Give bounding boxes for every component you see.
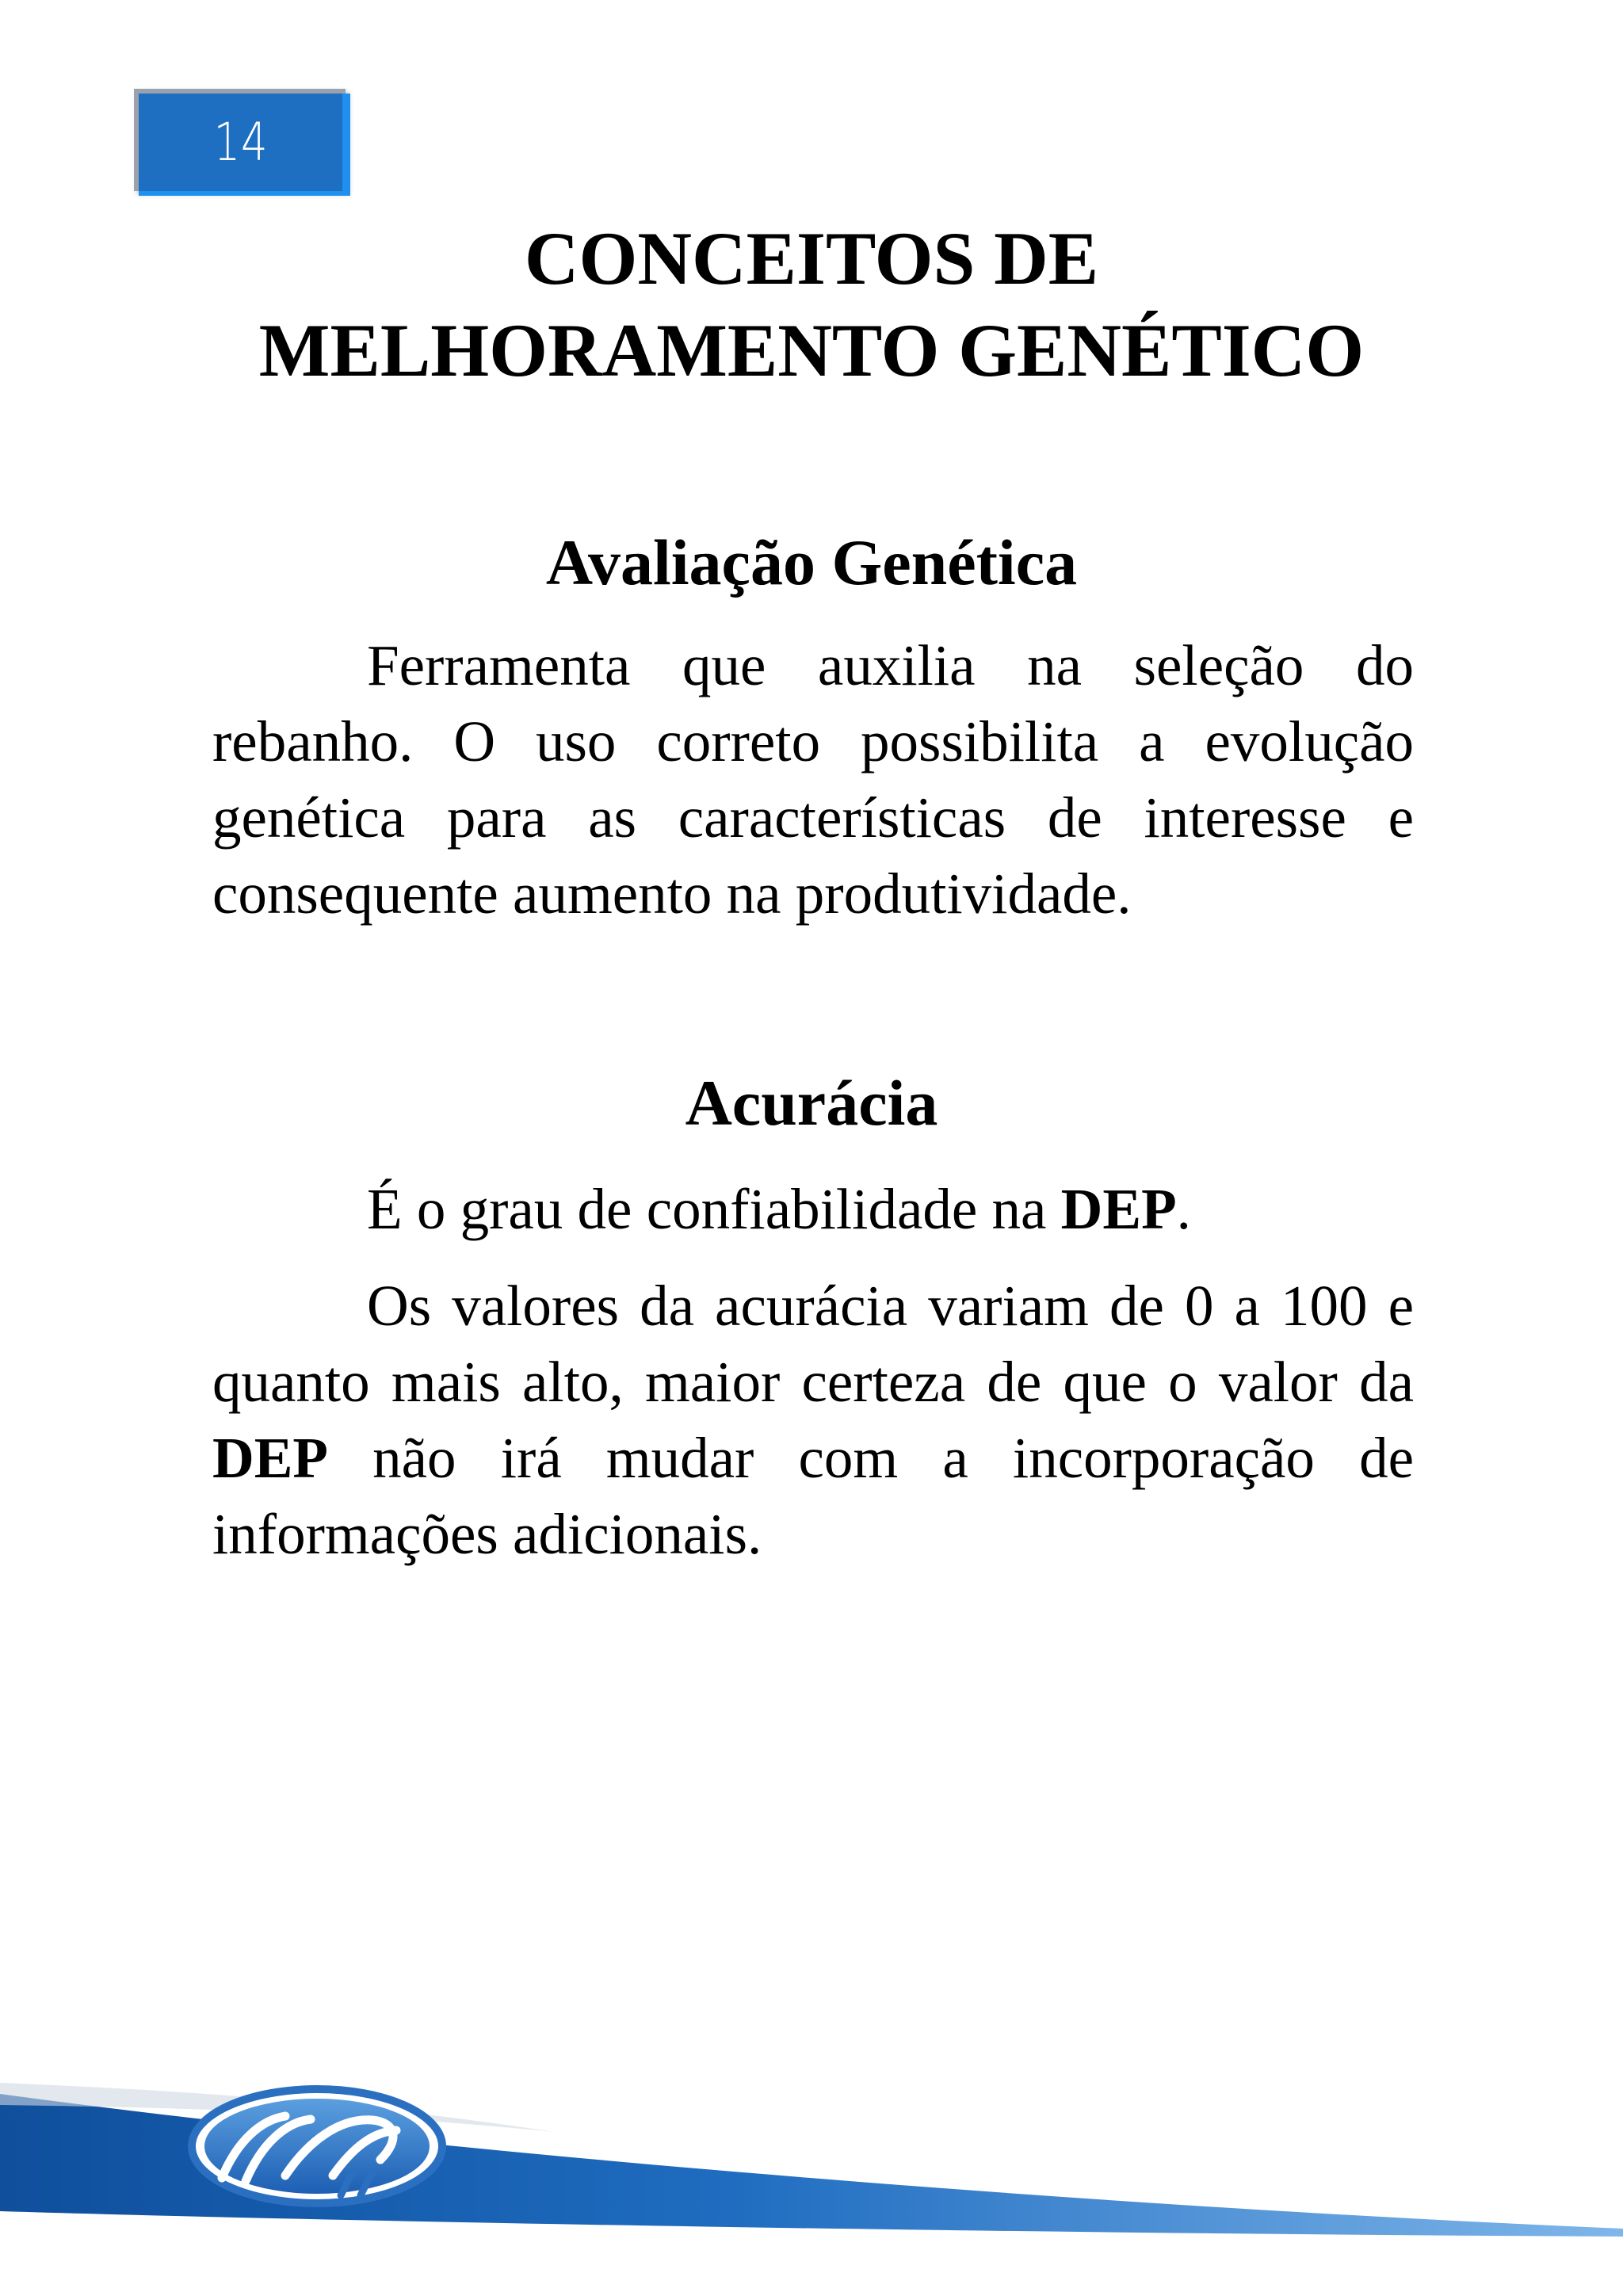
page-title-line-2: MELHORAMENTO GENÉTICO — [258, 308, 1365, 392]
dep-term: DEP — [212, 1426, 328, 1490]
paragraph-text: . — [1176, 1177, 1191, 1241]
footer-band — [0, 2045, 1623, 2296]
page-number: 14 — [213, 112, 268, 173]
paragraph-text: É o grau de confiabilidade na — [367, 1177, 1061, 1241]
logo-icon — [192, 2089, 442, 2203]
paragraph-acuracia-values — [212, 1268, 1414, 1572]
paragraph-avaliacao-genetica: Ferramenta que auxilia na seleção do rebanho. O uso correto possibilita a evolução genética para as características de interesse e consequente aumento na produtividade. — [212, 633, 1414, 926]
paragraph-text: não irá mudar com a incorporação de informações adicionais. — [212, 1426, 1414, 1566]
paragraph-text: Os valores da acurácia variam de 0 a 100 e quanto mais alto, maior certeza de que o valor da — [212, 1274, 1414, 1414]
page-title — [0, 212, 1623, 396]
section-heading-acuracia: Acurácia — [685, 1067, 938, 1139]
page-title-line-1: CONCEITOS DE — [524, 216, 1099, 300]
paragraph-acuracia-definition — [212, 1171, 1414, 1247]
section-heading-avaliacao-genetica: Avaliação Genética — [545, 526, 1078, 598]
page-number-badge — [139, 94, 350, 196]
dep-term: DEP — [1060, 1177, 1177, 1241]
